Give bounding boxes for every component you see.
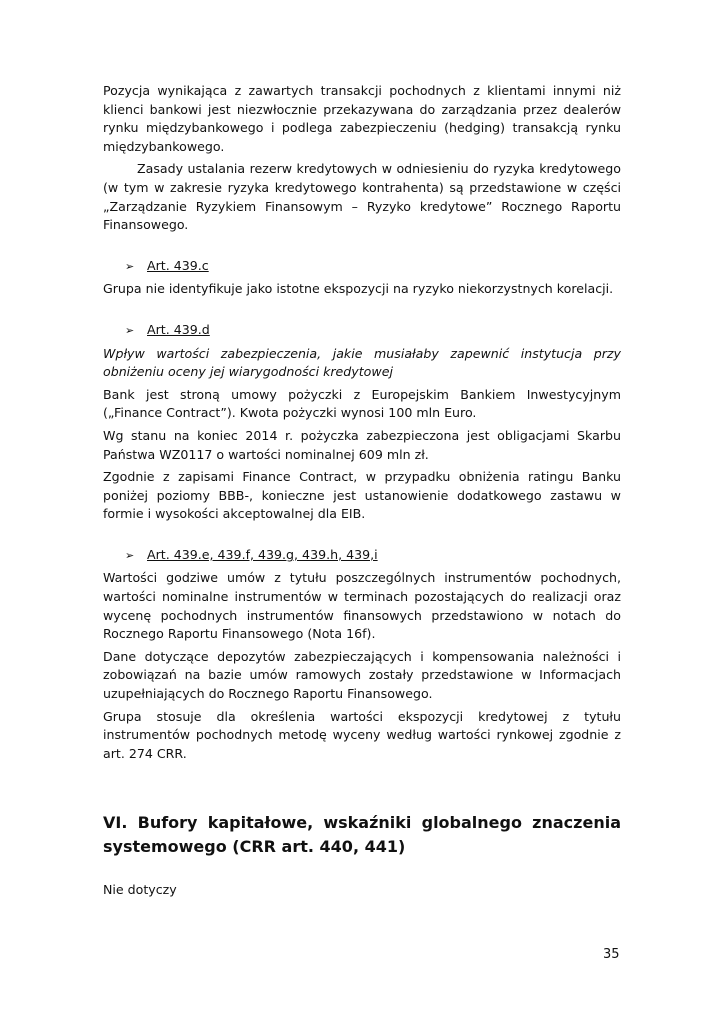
arrow-bullet-icon: ➢ [125,323,135,337]
paragraph-derivatives-hedging: Pozycja wynikająca z zawartych transakcji pochodnych z klientami innymi niż klienci bankowi jest niezwłocznie przekazywana do zarządzania przez dealerów rynku międzybankowego i podlega zabezpieczeniu (hedging) transakcją rynku międzybankowego. [103,83,621,154]
paragraph-loan-collateral: Wg stanu na koniec 2014 r. pożyczka zabezpieczona jest obligacjami Skarbu Państwa WZ0117 o wartości nominalnej 609 mln zł. [103,427,621,462]
arrow-bullet-icon: ➢ [125,548,135,562]
arrow-bullet-icon: ➢ [125,259,135,273]
section-heading-capital-buffers: VI. Bufory kapitałowe, wskaźniki globalnego znaczenia systemowego (CRR art. 440, 441) [103,813,621,857]
paragraph-credit-reserves: Zasady ustalania rezerw kredytowych w odniesieniu do ryzyka kredytowego (w tym w zakresie ryzyka kredytowego kontrahenta) są przedstawione w części „Zarządzanie Ryzykiem Finansowym – Ryzyko kredytowe” Rocznego Raportu Finansowego. [103,161,621,233]
not-applicable-text: Nie dotyczy [103,882,177,898]
page-number: 35 [603,947,620,962]
article-reference: Art. 439.c [147,257,209,273]
page-content [103,82,621,904]
section-header-art-439c [125,257,621,277]
paragraph-wrong-way-risk: Grupa nie identyfikuje jako istotne ekspozycji na ryzyko niekorzystnych korelacji. [103,281,614,297]
paragraph-exposure-method: Grupa stosuje dla określenia wartości ekspozycji kredytowej z tytułu instrumentów pochodnych metodę wyceny według wartości rynkowej zgodnie z art. 274 CRR. [103,708,621,761]
paragraph-deposits-netting: Dane dotyczące depozytów zabezpieczających i kompensowania należności i zobowiązań na bazie umów ramowych zostały przedstawione w Informacjach uzupełniających do Rocznego Raportu Finansowego. [103,648,621,702]
paragraph-collateral-impact-title: Wpływ wartości zabezpieczenia, jakie musiałaby zapewnić instytucja przy obniżeniu oceny jej wiarygodności kredytowej [103,345,621,380]
section-header-art-439d [125,321,621,341]
article-reference: Art. 439.e, 439.f, 439.g, 439.h, 439,i [147,546,378,562]
section-header-art-439e-i [125,546,621,566]
paragraph-fair-values: Wartości godziwe umów z tytułu poszczególnych instrumentów pochodnych, wartości nominalne instrumentów w terminach pozostających do realizacji oraz wycenę pochodnych instrumentów finansowych przedstawiono w notach do Rocznego Raportu Finansowego (Nota 16f). [103,570,621,642]
paragraph-rating-downgrade: Zgodnie z zapisami Finance Contract, w przypadku obniżenia ratingu Banku poniżej poziomy BBB-, konieczne jest ustanowienie dodatkowego zastawu w formie i wysokości akceptowalnej dla EIB. [103,469,621,522]
paragraph-eib-loan: Bank jest stroną umowy pożyczki z Europejskim Bankiem Inwestycyjnym („Finance Contract”). Kwota pożyczki wynosi 100 mln Euro. [103,386,621,421]
article-reference: Art. 439.d [147,321,210,337]
